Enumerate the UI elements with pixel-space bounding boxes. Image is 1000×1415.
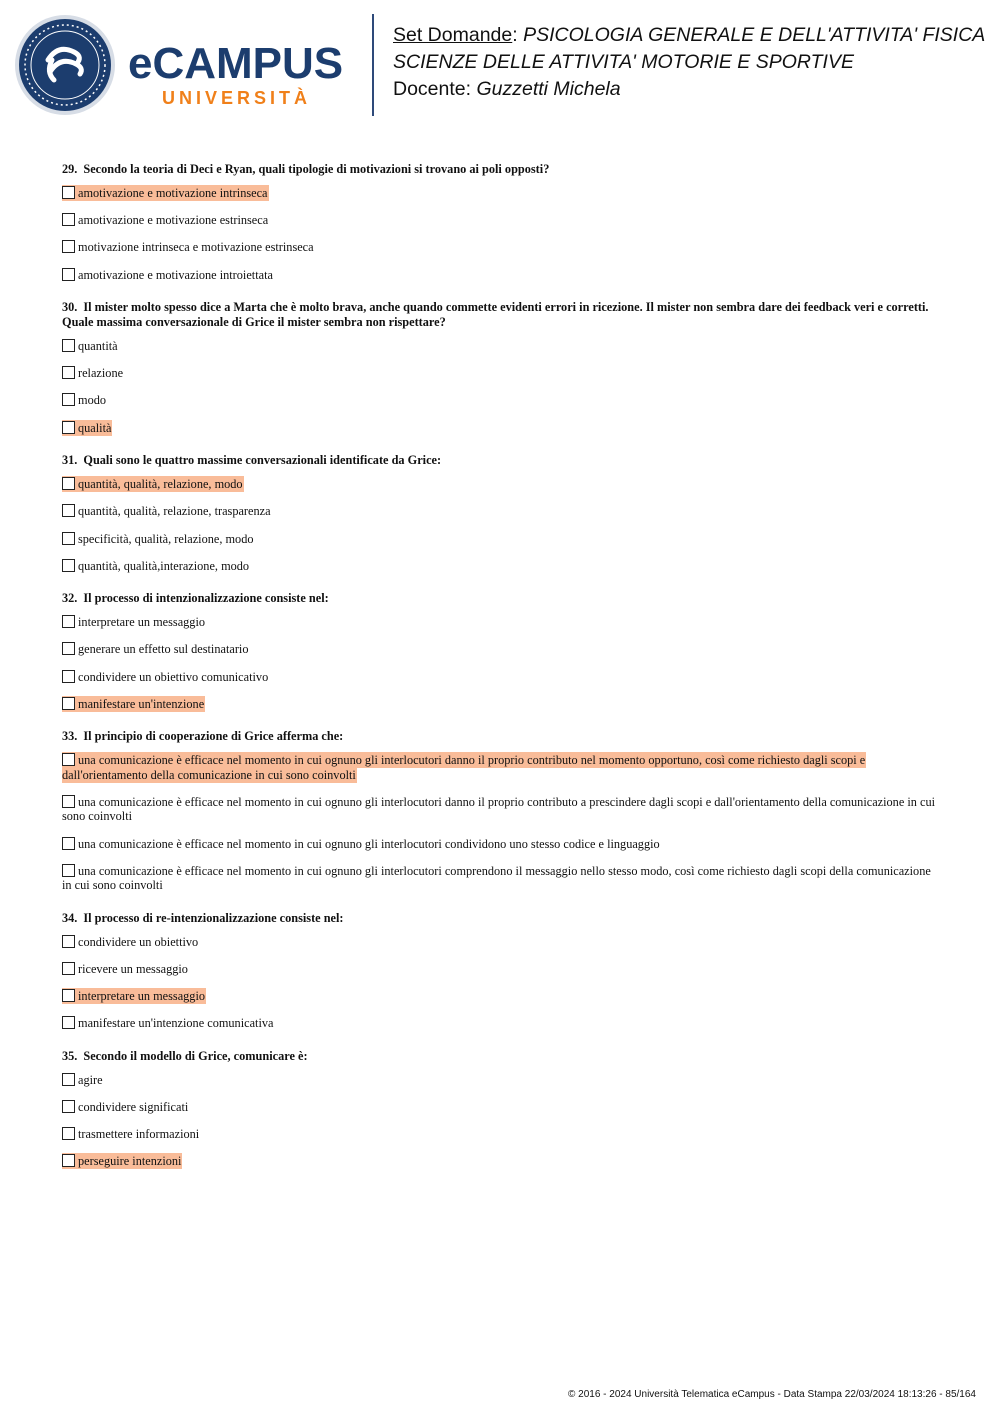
page-footer: © 2016 - 2024 Università Telematica eCampus - Data Stampa 22/03/2024 18:13:26 - 85/164 [568, 1389, 976, 1400]
answer-option [62, 864, 942, 893]
answer-option-body [62, 1100, 188, 1114]
answer-option-text: condividere significati [78, 1100, 189, 1115]
answer-option [62, 504, 942, 519]
answer-option-text: una comunicazione è efficace nel momento in cui ognuno gli interlocutori danno il proprio contributo a prescindere dagli scopi e dall'orientamento della comunicazione in cui sono coinvolti [62, 794, 936, 824]
checkbox-icon[interactable] [62, 795, 75, 808]
checkbox-icon[interactable] [62, 393, 75, 406]
question-number: 33. [62, 729, 78, 744]
answer-option-body [62, 642, 249, 656]
question-30 [62, 300, 942, 435]
checkbox-icon[interactable] [62, 532, 75, 545]
header-info [393, 22, 985, 103]
answer-option-body [62, 366, 123, 380]
checkbox-icon[interactable] [62, 615, 75, 628]
answer-option-text: manifestare un'intenzione [78, 696, 205, 711]
answer-option [62, 753, 942, 782]
answer-option-body [62, 615, 205, 629]
checkbox-icon[interactable] [62, 670, 75, 683]
answer-option-body [62, 213, 268, 227]
course-title: PSICOLOGIA GENERALE E DELL'ATTIVITA' FISICA [523, 24, 986, 46]
answer-option [62, 1073, 942, 1088]
correct-answer-highlight [62, 752, 866, 783]
question-text: Il principio di cooperazione di Grice afferma che: [83, 729, 344, 744]
checkbox-icon[interactable] [62, 642, 75, 655]
answer-option-body [62, 864, 931, 893]
answer-option-body [62, 670, 268, 684]
question-text: Il processo di intenzionalizzazione consiste nel: [83, 591, 329, 606]
correct-answer-highlight [62, 696, 205, 712]
answer-option-text: una comunicazione è efficace nel momento in cui ognuno gli interlocutori danno il proprio contributo nel momento opportuno, così come richiesto dagli scopi e dall'orientamento della comunicazione in cui sono coinvolti [62, 753, 866, 782]
checkbox-icon[interactable] [62, 864, 75, 877]
answer-option-body [62, 795, 935, 824]
answer-option-text: quantità, qualità, relazione, modo [78, 477, 243, 492]
answer-option-text: amotivazione e motivazione estrinseca [78, 213, 269, 228]
checkbox-icon[interactable] [62, 962, 75, 975]
correct-answer-highlight [62, 1153, 182, 1169]
answer-option-text: amotivazione e motivazione intrinseca [78, 186, 268, 200]
checkbox-icon[interactable] [62, 213, 75, 226]
answer-option-text: generare un effetto sul destinatario [78, 642, 249, 657]
checkbox-icon[interactable] [62, 1100, 75, 1113]
ecampus-seal-logo [14, 14, 116, 116]
answer-option-body [62, 1073, 103, 1087]
answer-option [62, 935, 942, 950]
answer-option-text: specificità, qualità, relazione, modo [78, 531, 254, 546]
question-31 [62, 453, 942, 573]
brand-wordmark: eCAMPUS [128, 39, 344, 88]
page-header [0, 0, 1000, 130]
header-divider [372, 14, 374, 116]
answer-option-text: amotivazione e motivazione introiettata [78, 267, 273, 282]
answer-option-body [62, 962, 188, 976]
answer-option-text: manifestare un'intenzione comunicativa [78, 1016, 274, 1031]
question-34 [62, 911, 942, 1031]
answer-option-body [62, 532, 254, 546]
question-33 [62, 729, 942, 893]
question-29 [62, 162, 942, 282]
set-line [393, 22, 985, 49]
question-35 [62, 1049, 942, 1169]
course-line-2 [393, 49, 985, 76]
answer-option-text: agire [78, 1072, 103, 1087]
answer-option [62, 962, 942, 977]
correct-answer-highlight [62, 988, 206, 1004]
answer-option-text: ricevere un messaggio [78, 962, 188, 976]
question-number: 29. [62, 162, 78, 176]
checkbox-icon[interactable] [62, 989, 75, 1002]
answer-option [62, 615, 942, 630]
answer-option [62, 1127, 942, 1142]
answer-option-body [62, 504, 271, 518]
course-subtitle: SCIENZE DELLE ATTIVITA' MOTORIE E SPORTIVE [393, 51, 854, 73]
checkbox-icon[interactable] [62, 186, 75, 199]
question-title [62, 1049, 942, 1064]
answer-option [62, 366, 942, 381]
question-number: 30. [62, 300, 78, 315]
correct-answer-highlight [62, 185, 269, 201]
answer-option-text: quantità, qualità, relazione, trasparenza [78, 504, 271, 519]
checkbox-icon[interactable] [62, 421, 75, 434]
answer-option-body [62, 240, 314, 254]
correct-answer-highlight [62, 420, 112, 436]
checkbox-icon[interactable] [62, 477, 75, 490]
answer-option [62, 240, 942, 255]
answer-option-body [62, 268, 273, 282]
answer-option [62, 989, 942, 1004]
checkbox-icon[interactable] [62, 240, 75, 253]
answer-option [62, 339, 942, 354]
question-title [62, 162, 942, 177]
checkbox-icon[interactable] [62, 268, 75, 281]
correct-answer-highlight [62, 476, 244, 492]
answer-option [62, 268, 942, 283]
answer-option [62, 642, 942, 657]
question-title [62, 453, 942, 468]
answer-option-text: relazione [78, 366, 124, 381]
checkbox-icon[interactable] [62, 935, 75, 948]
question-number: 31. [62, 453, 78, 468]
question-text: Quali sono le quattro massime conversazionali identificate da Grice: [83, 453, 442, 468]
teacher-line [393, 76, 985, 103]
answer-option [62, 477, 942, 492]
answer-option-body [62, 339, 118, 353]
question-title [62, 911, 942, 926]
answer-option-text: qualità [78, 420, 112, 435]
answer-option-text: perseguire intenzioni [78, 1154, 182, 1169]
answer-option [62, 837, 942, 852]
answer-option [62, 213, 942, 228]
question-text: Secondo il modello di Grice, comunicare è: [83, 1048, 308, 1063]
answer-option-text: una comunicazione è efficace nel momento in cui ognuno gli interlocutori comprendono il messaggio nello stesso modo, così come richiesto dagli scopi della comunicazione in cui sono coinvolti [62, 863, 931, 893]
checkbox-icon[interactable] [62, 753, 75, 766]
question-number: 34. [62, 910, 78, 925]
checkbox-icon[interactable] [62, 1127, 75, 1140]
answer-option [62, 532, 942, 547]
answer-option-text: trasmettere informazioni [78, 1127, 200, 1142]
answer-option [62, 670, 942, 685]
answer-option-body [62, 935, 198, 949]
question-number: 35. [62, 1048, 78, 1063]
answer-option-body [62, 559, 249, 573]
question-number: 32. [62, 591, 78, 606]
answer-option-text: modo [78, 393, 107, 408]
question-title [62, 300, 942, 330]
answer-option [62, 697, 942, 712]
checkbox-icon[interactable] [62, 837, 75, 850]
answer-option [62, 393, 942, 408]
teacher-name: Guzzetti Michela [476, 78, 621, 100]
answer-option [62, 421, 942, 436]
checkbox-icon[interactable] [62, 697, 75, 710]
checkbox-icon[interactable] [62, 1073, 75, 1086]
question-32 [62, 591, 942, 711]
teacher-label: Docente: [393, 78, 477, 100]
question-text: Il mister molto spesso dice a Marta che è molto brava, anche quando commette evidenti errori in ricezione. Il mister non sembra dare dei feedback veri e corretti. Quale massima conversazionale di Grice il mister sembra non rispettare? [62, 300, 929, 330]
answer-option [62, 559, 942, 574]
answer-option-text: condividere un obiettivo comunicativo [78, 669, 269, 684]
question-text: Secondo la teoria di Deci e Ryan, quali tipologie di motivazioni si trovano ai poli opposti? [83, 162, 550, 176]
checkbox-icon[interactable] [62, 1016, 75, 1029]
brand-subtitle: UNIVERSITÀ [162, 88, 312, 108]
answer-option-text: interpretare un messaggio [78, 615, 206, 630]
checkbox-icon[interactable] [62, 559, 75, 572]
checkbox-icon[interactable] [62, 1154, 75, 1167]
answer-option-body [62, 1127, 199, 1141]
answer-option-text: una comunicazione è efficace nel momento in cui ognuno gli interlocutori condividono uno stesso codice e linguaggio [78, 836, 660, 851]
answer-option [62, 1100, 942, 1115]
answer-option [62, 186, 942, 201]
checkbox-icon[interactable] [62, 504, 75, 517]
answer-option-body [62, 837, 660, 851]
set-separator: : [512, 24, 524, 46]
set-label: Set Domande [393, 24, 513, 46]
answer-option [62, 1154, 942, 1169]
answer-option-body [62, 393, 106, 407]
question-title [62, 591, 942, 606]
answer-option-text: motivazione intrinseca e motivazione estrinseca [78, 240, 314, 255]
answer-option-text: quantità [78, 339, 118, 354]
question-list [62, 162, 942, 1187]
question-text: Il processo di re-intenzionalizzazione consiste nel: [83, 910, 344, 925]
answer-option [62, 795, 942, 824]
answer-option-text: interpretare un messaggio [78, 989, 206, 1004]
answer-option [62, 1016, 942, 1031]
question-title [62, 729, 942, 744]
answer-option-text: quantità, qualità,interazione, modo [78, 558, 250, 573]
answer-option-text: condividere un obiettivo [78, 934, 199, 949]
checkbox-icon[interactable] [62, 339, 75, 352]
checkbox-icon[interactable] [62, 366, 75, 379]
answer-option-body [62, 1016, 273, 1030]
